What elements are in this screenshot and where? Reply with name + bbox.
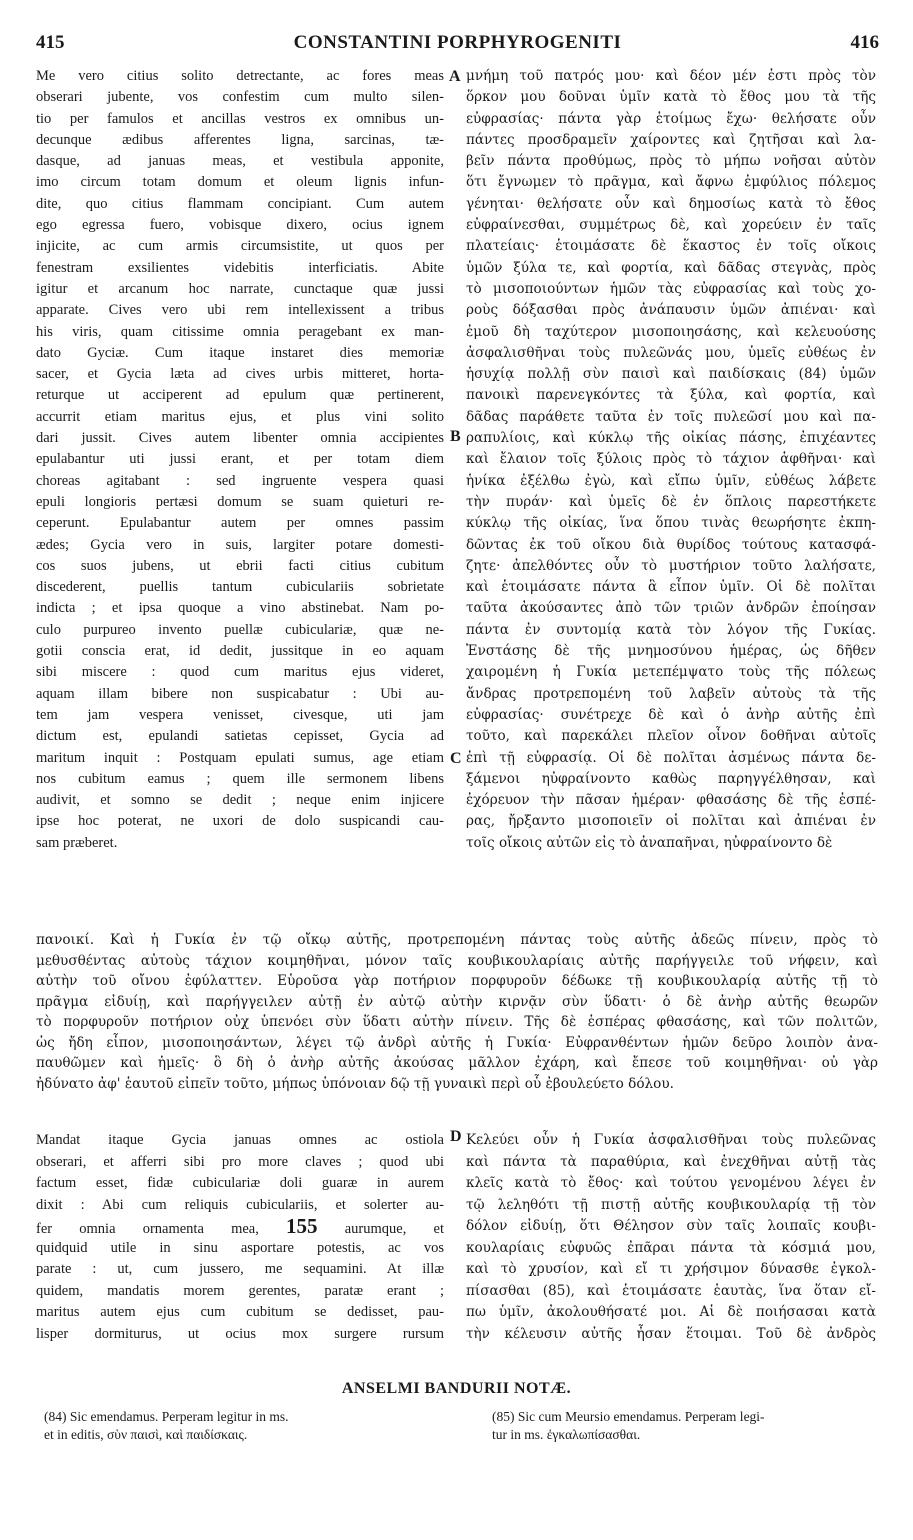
text-line: ὅτι ἔγνωμεν τὸ πρᾶγμα, καὶ ἄφνω ἐμφύλιος πόλεμος — [466, 174, 876, 191]
text-line: δῶντας ἐκ τοῦ οἴκου διὰ θυρίδος τούτους κατασφά- — [466, 536, 876, 553]
text-line: decunque ædibus afferentes ligna, sarcinas, tæ- — [36, 131, 444, 148]
text-line: ὅρκον μου δοῦναι ὑμῖν κατὰ τὸ ἔθος μου τὰ τῆς — [466, 89, 876, 106]
text-line: ζητε· ἀπελθόντες οὖν τὸ μυστήριον τοῦτο λαλήσατε, — [466, 557, 876, 574]
text-line: nos cubitum eamus ; quem ille sermonem libens — [36, 770, 444, 787]
text-line: Mandat itaque Gycia januas omnes ac ostiola — [36, 1132, 444, 1148]
text-line: cos suos jubens, ut ebrii facti citius cubitum — [36, 557, 444, 574]
footnote-line: (85) Sic cum Meursio emendamus. Perperam legi- — [492, 1409, 765, 1424]
text-line: πω ὑμῖν, ἀκολουθήσατέ μοι. Αἱ δὲ ποιήσασαι κατὰ — [466, 1304, 876, 1320]
margin-letter-d: D — [450, 1128, 462, 1145]
text-line: dato Gyciæ. Cum itaque instaret dies memoriæ — [36, 344, 444, 361]
text-line: εὐφραίνεσθαι, συμμέτρως δὲ, καὶ χορεύειν ἐν ταῖς — [466, 217, 876, 234]
text-line: πανοικὶ παρενεγκόντες τὰ ξύλα, καὶ φορτία, καὶ — [466, 387, 876, 404]
text-line: ταῦτα ἀκούσαντες ἀπὸ τῶν τριῶν ἀνδρῶν ἐποίησαν — [466, 600, 876, 617]
text-line: καὶ τὸ χρυσίον, καὶ εἴ τι χρήσιμον δύνασθε ἐγκολ- — [466, 1261, 876, 1277]
text-line: πάντα ἐν συντομίᾳ κατὰ τὸν λόγον τῆς Γυκίας. — [466, 621, 876, 638]
text-line: δᾶδας παράθετε ταῦτα ἐν τοῖς πυλεῶσί μου καὶ πα- — [466, 408, 876, 425]
margin-letter-a: A — [449, 68, 461, 85]
text-line: εὐφρασίας· συνέτρεχε δὲ καὶ ὁ ἀνὴρ αὐτῆς ἐπὶ — [466, 706, 876, 723]
page-header — [36, 32, 879, 60]
text-line: τὴν πυράν· καὶ ὑμεῖς δὲ ἐν ὅπλοις παρεστήκετε — [466, 493, 876, 510]
text-line: ἡσυχίᾳ πολλῇ σὺν παισὶ καὶ παιδίσκαις (84) ὑμῶν — [466, 366, 876, 383]
text-line: injicite, ac cum armis circumsistite, ut quos per — [36, 238, 444, 255]
text-line: returque ut acciperent ad epulum quæ pertinerent, — [36, 387, 444, 404]
text-line: πρᾶγμα εἰδυίῃ, καὶ παρήγγειλεν αὐτῇ ἐν αὐτῷ αὐτὴν κιρνᾷν σὺν ὕδατι· ὁ δὲ ἀνὴρ αὐτῆς θεωρῶν — [36, 993, 878, 1010]
text-line: discederent, puellis tantum cubiculariis sobrietate — [36, 579, 444, 596]
text-line: lisper dormiturus, ut ocius mox surgere rursum — [36, 1325, 444, 1342]
text-line: τὸ μισοποιούντων ἡμῶν τὰς εὐφρασίας καὶ τοὺς χο- — [466, 280, 876, 297]
text-line: μνήμη τοῦ πατρός μου· καὶ δέον μέν ἐστι πρὸς τὸν — [466, 68, 876, 84]
text-line: ὑμῶν ξύλα τε, καὶ φορτία, καὶ δᾶδας στεγνὰς, πρὸς — [466, 259, 876, 276]
text-line: ædes; Gycia vero in suis, largiter potare domesti- — [36, 536, 444, 553]
margin-letter-c: C — [450, 750, 462, 767]
text-line: ὡς ἤδη εἶπον, μισοποιησάντων, λέγει τῷ ἀνδρὶ αὐτῆς ἡ Γυκία· Εὐφρανθέντων ἡμῶν δεῦρο λοιπὸν ἀνα- — [36, 1034, 878, 1051]
text-line: apparate. Cives vero ubi rem intellexissent a tribus — [36, 302, 444, 319]
text-line: tio per famulos et ancillas vestros ex omnibus un- — [36, 110, 444, 127]
text-line: quidem, mandatis morem gerentes, paratæ erant ; — [36, 1282, 444, 1299]
text-line: Ἐνστάσης δὲ τῆς μνημοσύνου ἡμέρας, ὡς δῆθεν — [466, 643, 876, 660]
text-line: ἡνίκα ἐξέλθω ἐγὼ, καὶ εἴπω ὑμῖν, εὐθέως λάβετε — [466, 472, 876, 489]
text-line-with-number — [36, 1216, 444, 1238]
text-line: culo purpureo invento puellæ cubiculariæ, quæ ne- — [36, 621, 444, 638]
text-line: maritus autem ejus cum cubitum se dedisset, pau- — [36, 1304, 444, 1320]
text-line: βεῖν πάντα προθύμως, πρὸς τὸ μήπω νοῆσαι αὐτὸν — [466, 153, 876, 170]
text-line: ego egressa fuero, vobisque dixero, ocius ignem — [36, 217, 444, 234]
text-line: ἠδύνατο ἀφ' ἑαυτοῦ εἰπεῖν τοῦτο, μήπως ὑπόνοιαν δῷ τῇ γυναικὶ περὶ οὗ ἐβουλεύετο δόλου. — [36, 1075, 674, 1092]
text-line: fenestram exsilientes videbitis interficiatis. Abite — [36, 259, 444, 276]
text-line: χαιρομένη ἡ Γυκία μετεπέμψατο τοὺς τῆς πόλεως — [466, 664, 876, 681]
text-line: dasque, ad januas meas, et vestibula apponite, — [36, 153, 444, 170]
latin-column-bottom — [36, 1130, 444, 1345]
text-line: tem jam vespera venisset, civesque, uti jam — [36, 706, 444, 723]
text-line: γένηται· θελήσατε οὖν καὶ δημοσίως κατὰ τὸ ἔθος — [466, 195, 876, 212]
text-line: τῷ λεληθότι τῇ πιστῇ αὐτῆς κουβικουλαρίᾳ τῇ τὸν — [466, 1196, 876, 1213]
text-line: καὶ πάντα τὰ παραθύρια, καὶ ἐνεχθῆναι αὐτῇ τὰς — [466, 1153, 876, 1170]
text-line: τοῦτο, καὶ παρεκάλει πλεῖον οἶνον δοθῆναι αὐτοῖς — [466, 728, 876, 745]
text-line: Κελεύει οὖν ἡ Γυκία ἀσφαλισθῆναι τοὺς πυλεῶνας — [466, 1132, 876, 1148]
text-line: audivit, et somno se dedit ; neque enim injicere — [36, 792, 444, 809]
page-number-left: 415 — [36, 32, 65, 53]
text-line: igitur et arcanum hoc narrate, cunctaque quæ jussi — [36, 280, 444, 297]
text-line: indicta ; et ipsa quoque a vino abstinebat. Nam po- — [36, 600, 444, 617]
text-line: τὴν κέλευσιν αὐτῆς ἦσαν ἕτοιμαι. Τοῦ δὲ ἀνδρὸς — [466, 1325, 876, 1342]
text-line: κλεῖς κατὰ τὸ ἔθος· καὶ τούτου γενομένου λέγει ἐν — [466, 1175, 876, 1191]
greek-full-width-passage — [36, 930, 878, 1094]
text-line: his viris, quam citissime omnia peragebant ex man- — [36, 323, 444, 340]
running-title: CONSTANTINI PORPHYROGENITI — [293, 32, 622, 53]
text-line: καὶ ἑτοιμάσατε πάντα ἃ εἶπον ὑμῖν. Οἱ δὲ πολῖται — [466, 579, 876, 596]
text-line: μεθυσθέντας αὐτοὺς τάχιον κοιμηθῆναι, μόνον ταῖς κουβικουλαρίαις αὐτῆς παρήγγειλε τοῦ νήφειν, καὶ — [36, 952, 878, 969]
text-line: ξάμενοι ηὐφραίνοντο καθὼς παρηγγέλθησαν, καὶ — [466, 770, 876, 787]
text-line: ἐμοῦ δὴ ταχύτερον μισοποιησάσης, καὶ κελευούσης — [466, 323, 876, 340]
text-line: ρας, ἤρξαντο μισοποιεῖν οἱ πολῖται καὶ ἀπιέναι ἐν — [466, 813, 876, 830]
page-number-right: 416 — [850, 32, 879, 53]
text-line: αὐτὴν τοῦ οἴνου ἐφύλαττεν. Εὑροῦσα γὰρ ποτήριον πορφυροῦν δέδωκε τῇ κουβικουλαρίᾳ αὐτῆς τῇ τὸ — [36, 973, 878, 989]
text-line: ροὺς δόξασθαι πρὸς ἀνάπαυσιν ὑμῶν ἀπιέναι· καὶ — [466, 302, 876, 319]
text-line: καὶ ἔλαιον τοῖς ξύλοις πρὸς τὸ τάχιον ἁφθῆναι· καὶ — [466, 451, 876, 468]
text-line: εὐφρασίας· πάντα γὰρ ἑτοίμως ἔχω· θελήσατε οὖν — [466, 110, 876, 127]
notes-heading: ANSELMI BANDURII NOTÆ. — [341, 1380, 572, 1397]
footnote-line: (84) Sic emendamus. Perperam legitur in ms. — [44, 1409, 289, 1424]
text-line: accurrit etiam maritus ejus, et plus vini solito — [36, 408, 444, 425]
text-line: obserari, et afferri sibi pro more claves ; quod ubi — [36, 1153, 444, 1170]
text-line: κύκλῳ τῆς οἰκίας, ἵνα ὅπου τινὰς θεωρήσητε ἐκπη- — [466, 515, 876, 532]
text-line: ἀσφαλισθῆναι τοὺς πυλεῶνάς μου, ὑμεῖς εὐθέως ἐν — [466, 344, 876, 361]
text-line: sacer, et Gycia læta ad cives urbis mitteret, horta- — [36, 366, 444, 383]
text-line: sibi miscere : quod cum maritus ejus videret, — [36, 664, 444, 681]
text-segment: fer omnia ornamenta mea, — [36, 1221, 259, 1237]
text-line: epulabantur uti jussi erant, et per totam diem — [36, 451, 444, 468]
text-line: gotii conscia erat, id dedit, jussitque in eo aquam — [36, 643, 444, 660]
text-line: choreas agitabant : sed ingruente vespera quasi — [36, 472, 444, 489]
text-line: imo circum totam domum et oleum lignis infun- — [36, 174, 444, 191]
text-line: ἄνδρας προτρεπομένη τοῦ λαβεῖν αὐτοὺς τὰ τῆς — [466, 685, 876, 702]
text-line: dictum est, epulandi satietas cepisset, Gycia ad — [36, 728, 444, 745]
text-line: dite, quo citius flammam concipiant. Cum autem — [36, 195, 444, 212]
text-line: factum esset, fidæ cubiculariæ doli guaræ in aurem — [36, 1175, 444, 1191]
text-line: ἐχόρευον τὴν πᾶσαν ἡμέραν· φθασάσης δὲ τῆς ἑσπέ- — [466, 792, 876, 809]
greek-column-top — [466, 66, 876, 854]
text-line: sam præberet. — [36, 834, 118, 851]
text-line: quidquid utile in sinu asportare potestis, ac vos — [36, 1239, 444, 1256]
text-line: τὸ πορφυροῦν ποτήριον οὐχ ὑπενόει σὺν ὕδατι αὐτὴν πίνειν. Τῆς δὲ ἑσπέρας φθασάσης, καὶ τῶν πολιτῶν, — [36, 1014, 878, 1030]
footnote-85 — [492, 1408, 882, 1444]
footnote-line: et in editis, σὺν παισὶ, καὶ παιδίσκαις. — [44, 1427, 248, 1442]
margin-letter-b: B — [450, 428, 461, 445]
text-line: dari jussit. Cives autem libenter omnia accipientes — [36, 430, 444, 447]
greek-column-bottom — [466, 1130, 876, 1345]
text-line: obserari jubente, vos confestim cum multo silen- — [36, 89, 444, 106]
text-line: ceperunt. Epulabantur autem per omnes passim — [36, 515, 444, 532]
latin-column-top — [36, 66, 444, 854]
text-line: ipse hoc poterat, ne uxori de dolo suspicandi cau- — [36, 813, 444, 830]
text-line: ἐπὶ τῇ εὐφρασίᾳ. Οἱ δὲ πολῖται ἀσμένως πάντα δε- — [466, 749, 876, 766]
footnote-line: tur in ms. ἐγκαλωπίσασθαι. — [492, 1427, 641, 1442]
text-segment: aurumque, et — [344, 1221, 444, 1237]
marginal-number: 155 — [286, 1216, 318, 1238]
text-line: κουλαρίαις εὐφυῶς ἐπᾶραι πάντα τὰ κόσμιά μου, — [466, 1239, 876, 1256]
text-line: τοῖς οἴκοις αὐτῶν εἰς τὸ ἀναπαῆναι, ηὐφραίνοντο δὲ — [466, 834, 833, 851]
text-line: parate : ut, cum jussero, me sequamini. At illæ — [36, 1261, 444, 1277]
text-line: Me vero citius solito detrectante, ac fores meas — [36, 68, 444, 84]
text-line: πανοικί. Καὶ ἡ Γυκία ἐν τῷ οἴκῳ αὐτῆς, προτρεπομένη πάντας τοὺς αὐτῆς ἀδεῶς πίνειν, πρὸς τὸ — [36, 932, 878, 948]
footnote-84 — [44, 1408, 444, 1444]
text-line: aquam illam bibere non suspicabatur : Ubi au- — [36, 685, 444, 702]
text-line: epuli longioris pertæsi domum se suam quieturi re- — [36, 493, 444, 510]
text-line: πλατείαις· ἑτοιμάσατε δὲ ἕκαστος ἐν τοῖς οἴκοις — [466, 238, 876, 255]
text-line: πίσασθαι (85), καὶ ἑτοιμάσατε ἑαυτὰς, ἵνα ὅταν εἴ- — [466, 1282, 876, 1299]
text-line: πάντες προσδραμεῖν χαίροντες καὶ ζητῆσαι καὶ λα- — [466, 131, 876, 148]
text-line: ραπυλίοις, καὶ κύκλῳ τῆς οἰκίας πάσης, ἐπιχέαντες — [466, 430, 876, 447]
text-line: παυθῶμεν καὶ ἡμεῖς· ὃ δὴ ὁ ἀνὴρ αὐτῆς ἀκούσας μᾶλλον ἐχάρη, καὶ ἔπεσε τοῦ κοιμηθῆναι· οὐ γὰρ — [36, 1055, 878, 1071]
text-line: maritum inquit : Postquam epulati sumus, age etiam — [36, 749, 444, 766]
text-line: δόλον εἰδυίῃ, ὅτι Θέλησον σὺν ταῖς λοιπαῖς κουβι- — [466, 1218, 876, 1234]
text-line: dixit : Abi cum reliquis cubiculariis, et solerter au- — [36, 1196, 444, 1213]
